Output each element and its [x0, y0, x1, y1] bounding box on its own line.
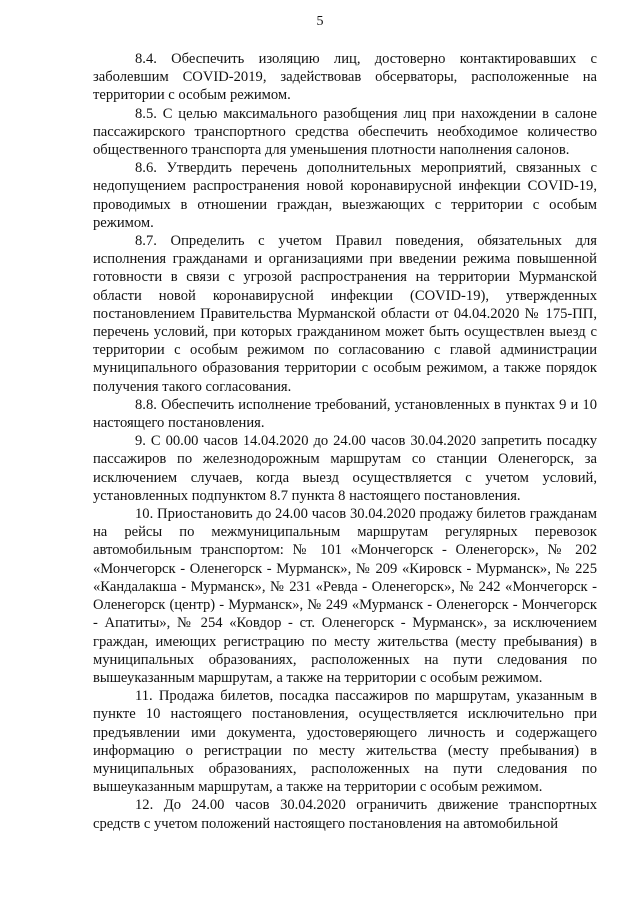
paragraph-8-6: 8.6. Утвердить перечень дополнительных мероприятий, связанных с недопущением распространения новой коронавирусной инфекции COVID-19, проводимых в отношении граждан, выезжающих с территории с особым режимом.: [93, 160, 597, 231]
document-body: [93, 50, 597, 833]
page-number: 5: [316, 14, 324, 29]
paragraph-10: 10. Приостановить до 24.00 часов 30.04.2020 продажу билетов гражданам на рейсы по межмуниципальным маршрутам регулярных перевозок автомобильным транспортом: № 101 «Мончегорск - Оленегорск», № 202 «Мончегорск - Оленегорск - Мурманск», № 209 «Кировск - Мурманск», № 225 «Кандалакша - Мурманск», № 231 «Ревда - Оленегорск», № 242 «Мончегорск - Оленегорск (центр) - Мурманск», № 249 «Мурманск - Оленегорск - Мончегорск - Апатиты», № 254 «Ковдор - ст. Оленегорск - Мурманск», за исключением граждан, имеющих регистрацию по месту жительства (месту пребывания) в муниципальных образованиях, расположенных на пути следования по вышеуказанным маршрутам, а также на территории с особым режимом.: [93, 506, 597, 686]
paragraph-8-4: 8.4. Обеспечить изоляцию лиц, достоверно контактировавших с заболевшим COVID-2019, задействовав обсерваторы, расположенные на территории с особым режимом.: [93, 51, 597, 104]
paragraph-8-8: 8.8. Обеспечить исполнение требований, установленных в пунктах 9 и 10 настоящего постановления.: [93, 396, 597, 432]
paragraph-11: 11. Продажа билетов, посадка пассажиров по маршрутам, указанным в пункте 10 настоящего постановления, осуществляется исключительно при предъявлении ими документа, удостоверяющего личность и содержащего информацию о регистрации по месту жительства (месту пребывания) в муниципальных образованиях, расположенных на пути следования по вышеуказанным маршрутам, а также на территории с особым режимом.: [93, 688, 597, 796]
paragraph-9: 9. С 00.00 часов 14.04.2020 до 24.00 часов 30.04.2020 запретить посадку пассажиров по железнодорожным маршрутам со станции Оленегорск, за исключением случаев, когда выезд осуществляется с учетом условий, установленных подпунктом 8.7 пункта 8 настоящего постановления.: [93, 433, 597, 504]
paragraph-8-7: 8.7. Определить с учетом Правил поведения, обязательных для исполнения гражданами и организациями при введении режима повышенной готовности в связи с угрозой распространения на территории Мурманской области новой коронавирусной инфекции (COVID-19), утвержденных постановлением Правительства Мурманской области от 04.04.2020 № 175-ПП, перечень условий, при которых гражданином может быть осуществлен выезд с территории с особым режимом по согласованию с главой администрации муниципального образования территории с особым режимом, а также порядок получения такого согласования.: [93, 233, 597, 395]
paragraph-12: 12. До 24.00 часов 30.04.2020 ограничить движение транспортных средств с учетом положений настоящего постановления на автомобильной: [93, 797, 597, 832]
paragraph-8-5: 8.5. С целью максимального разобщения лиц при нахождении в салоне пассажирского транспортного средства обеспечить необходимое количество общественного транспорта для уменьшения плотности наполнения салонов.: [93, 105, 597, 159]
